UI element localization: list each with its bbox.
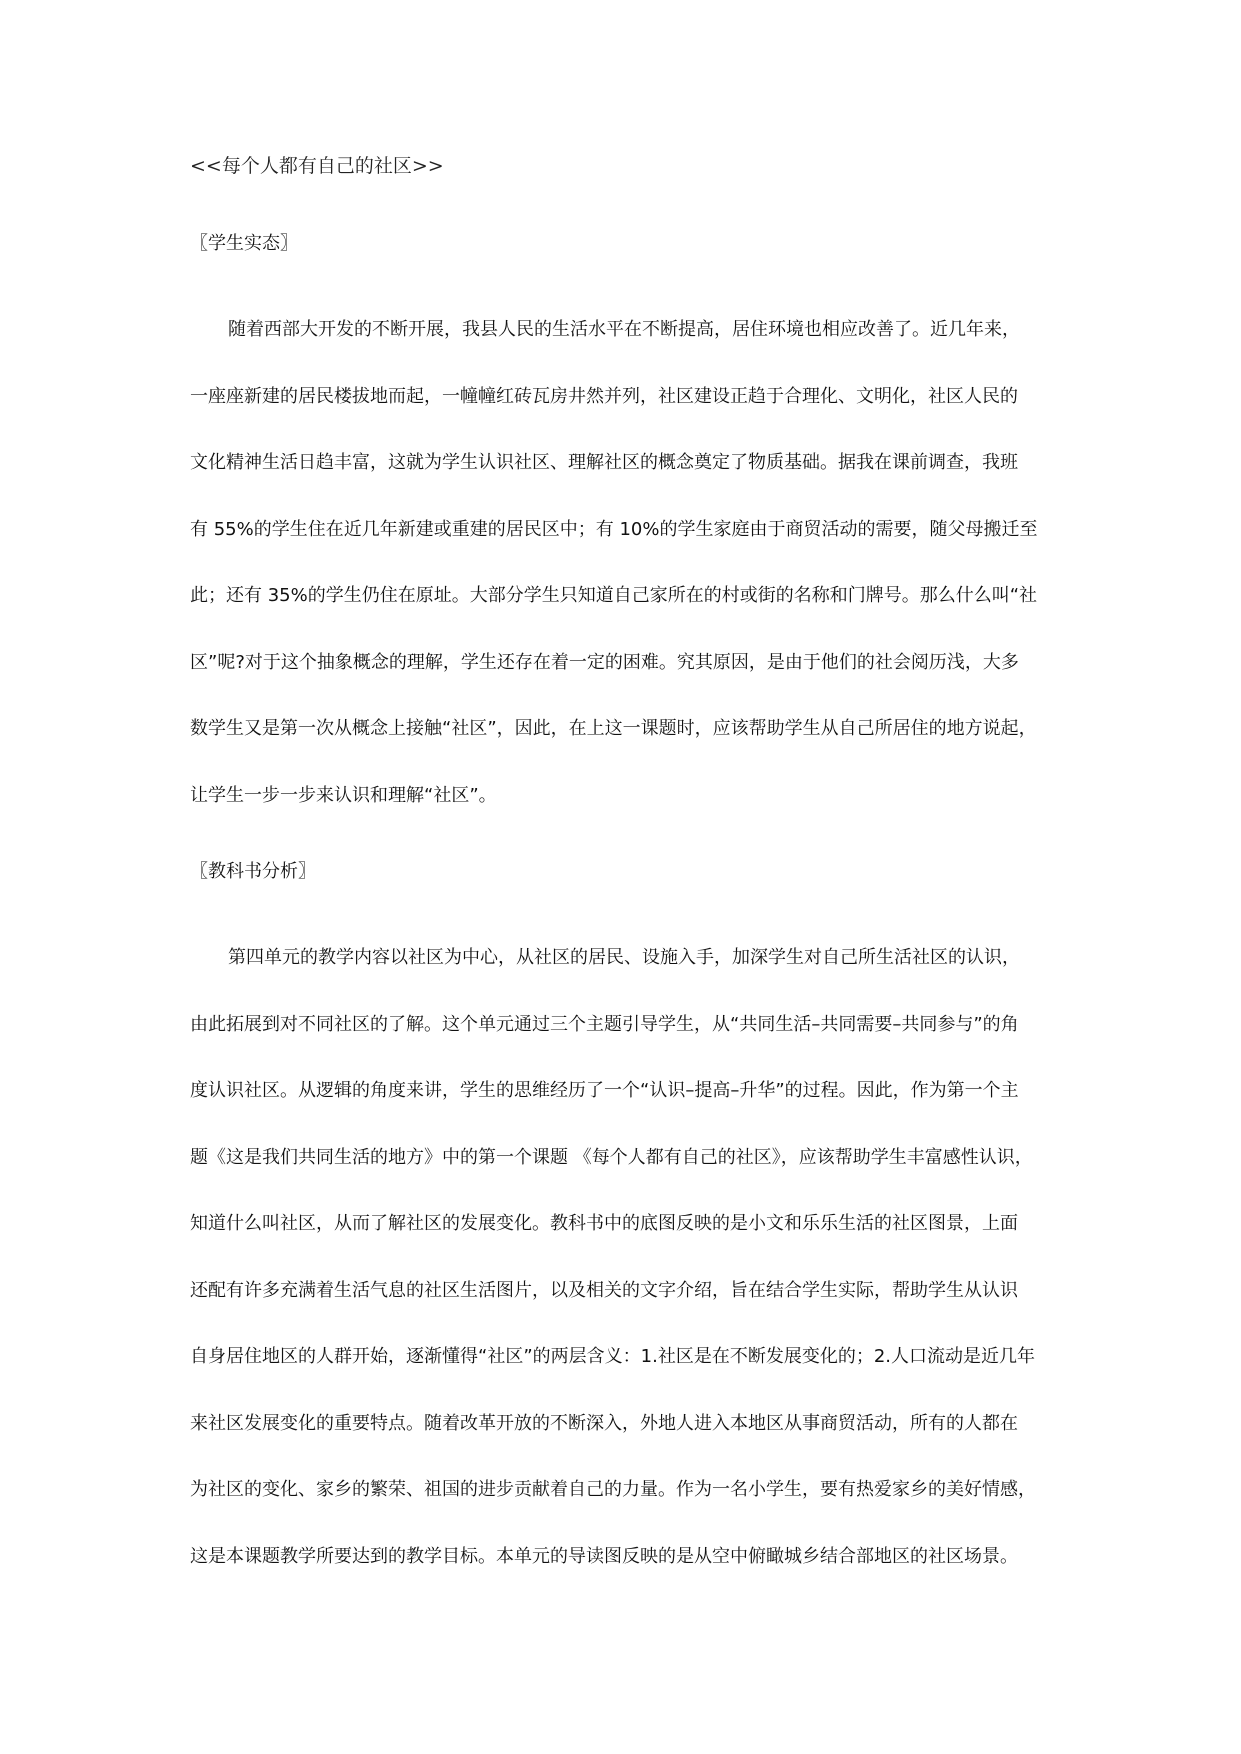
paragraph-line: 知道什么叫社区，从而了解社区的发展变化。教科书中的底图反映的是小文和乐乐生活的社区图景，上面 (190, 1213, 1018, 1234)
paragraph-line: 此；还有 35%的学生仍住在原址。大部分学生只知道自己家所在的村或街的名称和门牌号。那么什么叫“社 (190, 585, 1038, 606)
paragraph-line: 度认识社区。从逻辑的角度来讲，学生的思维经历了一个“认识–提高–升华”的过程。因此，作为第一个主 (190, 1080, 1019, 1101)
paragraph-line: 这是本课题教学所要达到的教学目标。本单元的导读图反映的是从空中俯瞰城乡结合部地区的社区场景。 (190, 1545, 1018, 1567)
paragraph-line: 来社区发展变化的重要特点。随着改革开放的不断深入，外地人进入本地区从事商贸活动，所有的人都在 (190, 1412, 1018, 1434)
paragraph-line: 让学生一步一步来认识和理解“社区”。 (190, 784, 497, 806)
paragraph-line: 区”呢?对于这个抽象概念的理解，学生还存在着一定的困难。究其原因，是由于他们的社会阅历浅，大多 (190, 651, 1019, 673)
paragraph-line: 题《这是我们共同生活的地方》中的第一个课题 《每个人都有自己的社区》，应该帮助学生丰富感性认识， (190, 1146, 1033, 1168)
paragraph-line: 为社区的变化、家乡的繁荣、祖国的进步贡献着自己的力量。作为一名小学生，要有热爱家乡的美好情感， (190, 1479, 1036, 1500)
section-heading-student-status: 〖学生实态〗 (190, 233, 298, 254)
paragraph-student-status (190, 318, 1070, 850)
paragraph-textbook-analysis (190, 946, 1070, 1611)
paragraph-line: 随着西部大开发的不断开展，我县人民的生活水平在不断提高，居住环境也相应改善了。近几年来， (228, 319, 1020, 340)
section-heading-textbook-analysis: 〖教科书分析〗 (190, 861, 316, 882)
document-title: <<每个人都有自己的社区>> (190, 155, 444, 177)
paragraph-line: 由此拓展到对不同社区的了解。这个单元通过三个主题引导学生，从“共同生活–共同需要–共同参与”的角 (190, 1013, 1019, 1035)
paragraph-line: 文化精神生活日趋丰富，这就为学生认识社区、理解社区的概念奠定了物质基础。据我在课前调查，我班 (190, 452, 1018, 473)
paragraph-line: 自身居住地区的人群开始，逐渐懂得“社区”的两层含义：1.社区是在不断发展变化的；2.人口流动是近几年 (190, 1346, 1035, 1367)
paragraph-line: 数学生又是第一次从概念上接触“社区”，因此，在上这一课题时，应该帮助学生从自己所居住的地方说起， (190, 718, 1037, 739)
paragraph-line: 有 55%的学生住在近几年新建或重建的居民区中；有 10%的学生家庭由于商贸活动的需要，随父母搬迁至 (190, 518, 1038, 540)
paragraph-line: 第四单元的教学内容以社区为中心，从社区的居民、设施入手，加深学生对自己所生活社区的认识， (228, 947, 1020, 968)
paragraph-line: 还配有许多充满着生活气息的社区生活图片，以及相关的文字介绍，旨在结合学生实际，帮助学生从认识 (190, 1279, 1018, 1301)
paragraph-line: 一座座新建的居民楼拔地而起，一幢幢红砖瓦房井然并列，社区建设正趋于合理化、文明化，社区人民的 (190, 385, 1018, 407)
